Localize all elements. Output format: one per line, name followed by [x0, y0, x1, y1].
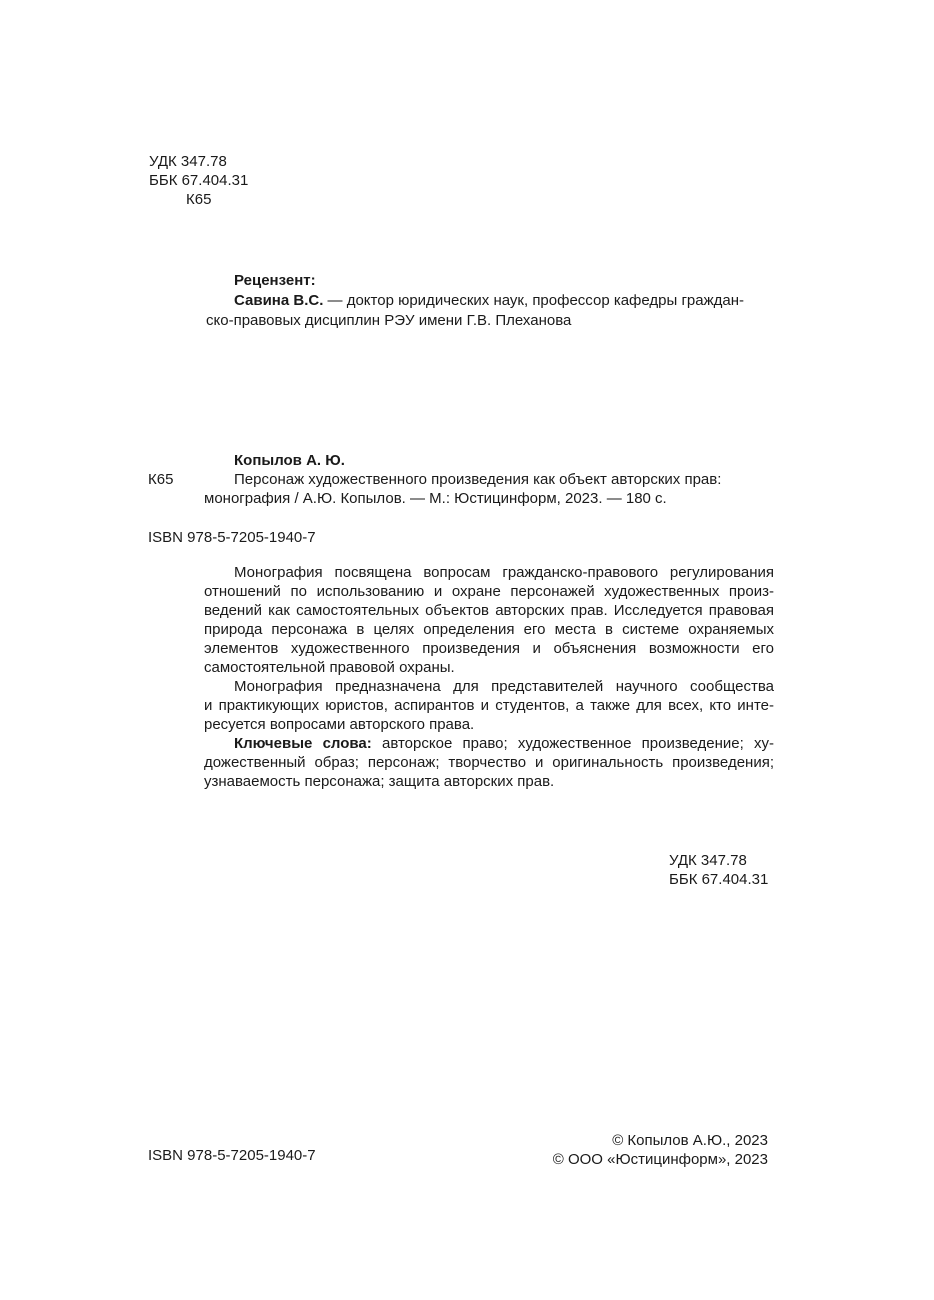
bbk-code-bottom: ББК 67.404.31 [669, 871, 769, 888]
classification-codes-top [149, 152, 248, 209]
catalog-line-1: Персонаж художественного произведения как объект авторских прав: [234, 471, 722, 488]
copyright-publisher: © ООО «Юстицинформ», 2023 [552, 1151, 768, 1168]
abstract-p1-line: отношений по использованию и охране персонажей художественных произ- [204, 583, 774, 600]
abstract-p2-line: ресуется вопросами авторского права. [204, 716, 475, 733]
keywords-line-3: узнаваемость персонажа; защита авторских прав. [204, 773, 555, 790]
reviewer-block [206, 271, 772, 331]
abstract-p1-line: Монография посвящена вопросам гражданско-правового регулирования [234, 564, 774, 581]
abstract-p1-line: природа персонажа в целях определения его места в системе охраняемых [204, 621, 774, 638]
reviewer-credentials: — доктор юридических наук, профессор кафедры граждан- [323, 292, 745, 309]
abstract-p1-line: элементов художественного произведения и объяснения возможности его [204, 640, 774, 657]
catalog-line-2: монография / А.Ю. Копылов. — М.: Юстицинформ, 2023. — 180 с. [204, 490, 667, 507]
copyright-author: © Копылов А.Ю., 2023 [612, 1132, 768, 1149]
abstract-p1-line: самостоятельной правовой охраны. [204, 659, 455, 676]
author-mark: К65 [186, 191, 212, 208]
bbk-code: ББК 67.404.31 [149, 172, 249, 189]
catalog-description [204, 470, 774, 508]
reviewer-line-2: ско-правовых дисциплин РЭУ имени Г.В. Плеханова [206, 312, 572, 329]
keywords-line-2: дожественный образ; персонаж; творчество и оригинальность произведения; [204, 754, 774, 771]
abstract-p1-line: ведений как самостоятельных объектов авторских прав. Исследуется правовая [204, 602, 774, 619]
udk-code-bottom: УДК 347.78 [669, 852, 747, 869]
abstract-p2-line: и практикующих юристов, аспирантов и студентов, а также для всех, кто инте- [204, 697, 774, 714]
abstract [204, 563, 774, 791]
catalog-author: Копылов А. Ю. [234, 452, 345, 469]
reviewer-heading: Рецензент: [234, 272, 316, 289]
abstract-p2-line: Монография предназначена для представителей научного сообщества [234, 678, 774, 695]
udk-code: УДК 347.78 [149, 153, 227, 170]
keywords-text: авторское право; художественное произведение; ху- [371, 735, 775, 752]
reviewer-line-1 [206, 291, 772, 311]
isbn-top: ISBN 978-5-7205-1940-7 [148, 529, 316, 546]
catalog-code: К65 [148, 471, 174, 488]
isbn-bottom: ISBN 978-5-7205-1940-7 [148, 1147, 316, 1164]
copyright-block [553, 1131, 768, 1169]
keywords-line-1 [204, 734, 774, 753]
keywords-label: Ключевые слова: [234, 735, 372, 752]
reviewer-name: Савина В.С. [234, 292, 324, 309]
classification-codes-bottom [669, 851, 768, 889]
